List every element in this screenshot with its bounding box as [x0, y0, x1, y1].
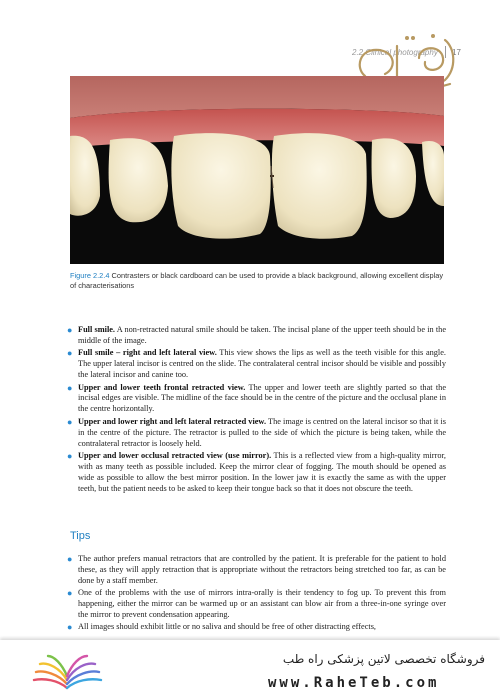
store-website-link[interactable]: www.RaheTeb.com — [268, 675, 440, 691]
item-text: A non-retracted natural smile should be taken. The incisal plane of the upper teeth should be in the middle of the image. — [78, 325, 447, 345]
caption-text: Contrasters or black cardboard can be used to provide a black background, allowing excellent display of characterisations — [70, 271, 444, 290]
list-item — [66, 554, 446, 587]
open-book-icon — [30, 650, 105, 692]
section-title: 2.2 Clinical photography — [352, 48, 438, 57]
page-number: 17 — [452, 48, 461, 57]
tip-text: All images should exhibit little or no saliva and should be free of other distracting effects, — [78, 622, 376, 632]
bullet-icon: ● — [67, 554, 73, 564]
list-item — [66, 325, 446, 347]
figure-photo — [70, 76, 444, 264]
bullet-icon: ● — [67, 622, 73, 633]
tips-list — [66, 554, 446, 635]
item-title: Full smile. — [78, 325, 116, 334]
bullet-icon: ● — [67, 416, 73, 427]
list-item — [66, 417, 446, 450]
bullet-icon: ● — [67, 450, 73, 461]
store-name-text: فروشگاه تخصصی لاتین پزشکی راه طب — [282, 652, 485, 666]
list-item — [66, 383, 446, 416]
item-text: The upper and lower teeth are slightly parted so that the incisal edges are visible. The midline of the face should be in the centre of the picture and the occlusal plane in the centre horizontally. — [78, 382, 447, 414]
figure-caption — [70, 271, 450, 291]
item-title: Upper and lower teeth frontal retracted view. — [78, 382, 246, 392]
item-text: This view shows the lips as well as the teeth visible for this angle. The upper lateral incisor is centred on the slide. The contralateral central incisor should be visible and possibly the lateral incisor and canine too. — [78, 348, 446, 380]
bullet-icon: ● — [67, 382, 73, 393]
list-item — [66, 451, 446, 495]
item-title: Upper and lower occlusal retracted view (use mirror). — [78, 450, 272, 460]
tip-text: The author prefers manual retractors that are controlled by the patient. It is preferable for the patient to hold these, as they will apply retraction that is appropriate without the retractors being stretched too far, as can be done by a staff member. — [78, 554, 446, 585]
photo-views-list — [66, 325, 446, 496]
teeth-photo-image — [70, 76, 444, 264]
figure-label: Figure 2.2.4 — [70, 271, 110, 280]
list-item — [66, 622, 446, 633]
tips-heading: Tips — [70, 530, 91, 542]
item-text: This is a reflected view from a high-quality mirror, with as many teeth as possible included. Keep the mirror clear of fogging. The mouth should be opened as wide as possible to allow the best mirror position. In the lower jaw it is exactly the same as with the upper teeth, but the patient needs to be asked to keep their tongue back so that it does not obscure the teeth. — [78, 450, 446, 493]
bullet-icon: ● — [67, 348, 73, 359]
store-footer-banner[interactable] — [0, 640, 500, 700]
bullet-icon: ● — [67, 325, 73, 335]
bullet-icon: ● — [67, 588, 73, 599]
list-item — [66, 348, 446, 381]
item-title: Upper and lower right and left lateral retracted view. — [78, 416, 267, 426]
item-title: Full smile – right and left lateral view. — [78, 348, 217, 358]
list-item — [66, 588, 446, 621]
item-text: The image is centred on the lateral incisor so that it is in the centre of the picture. The retractor is pulled to the side of which the picture is being taken, while the contralateral retractor is loosely held. — [78, 416, 446, 448]
tip-text: One of the problems with the use of mirrors intra-orally is their tendency to fog up. To prevent this from happening, either the mirror can be warmed up or an assistant can blow air from a three-in-one syringe over the mirror to prevent condensation appearing. — [78, 588, 446, 620]
